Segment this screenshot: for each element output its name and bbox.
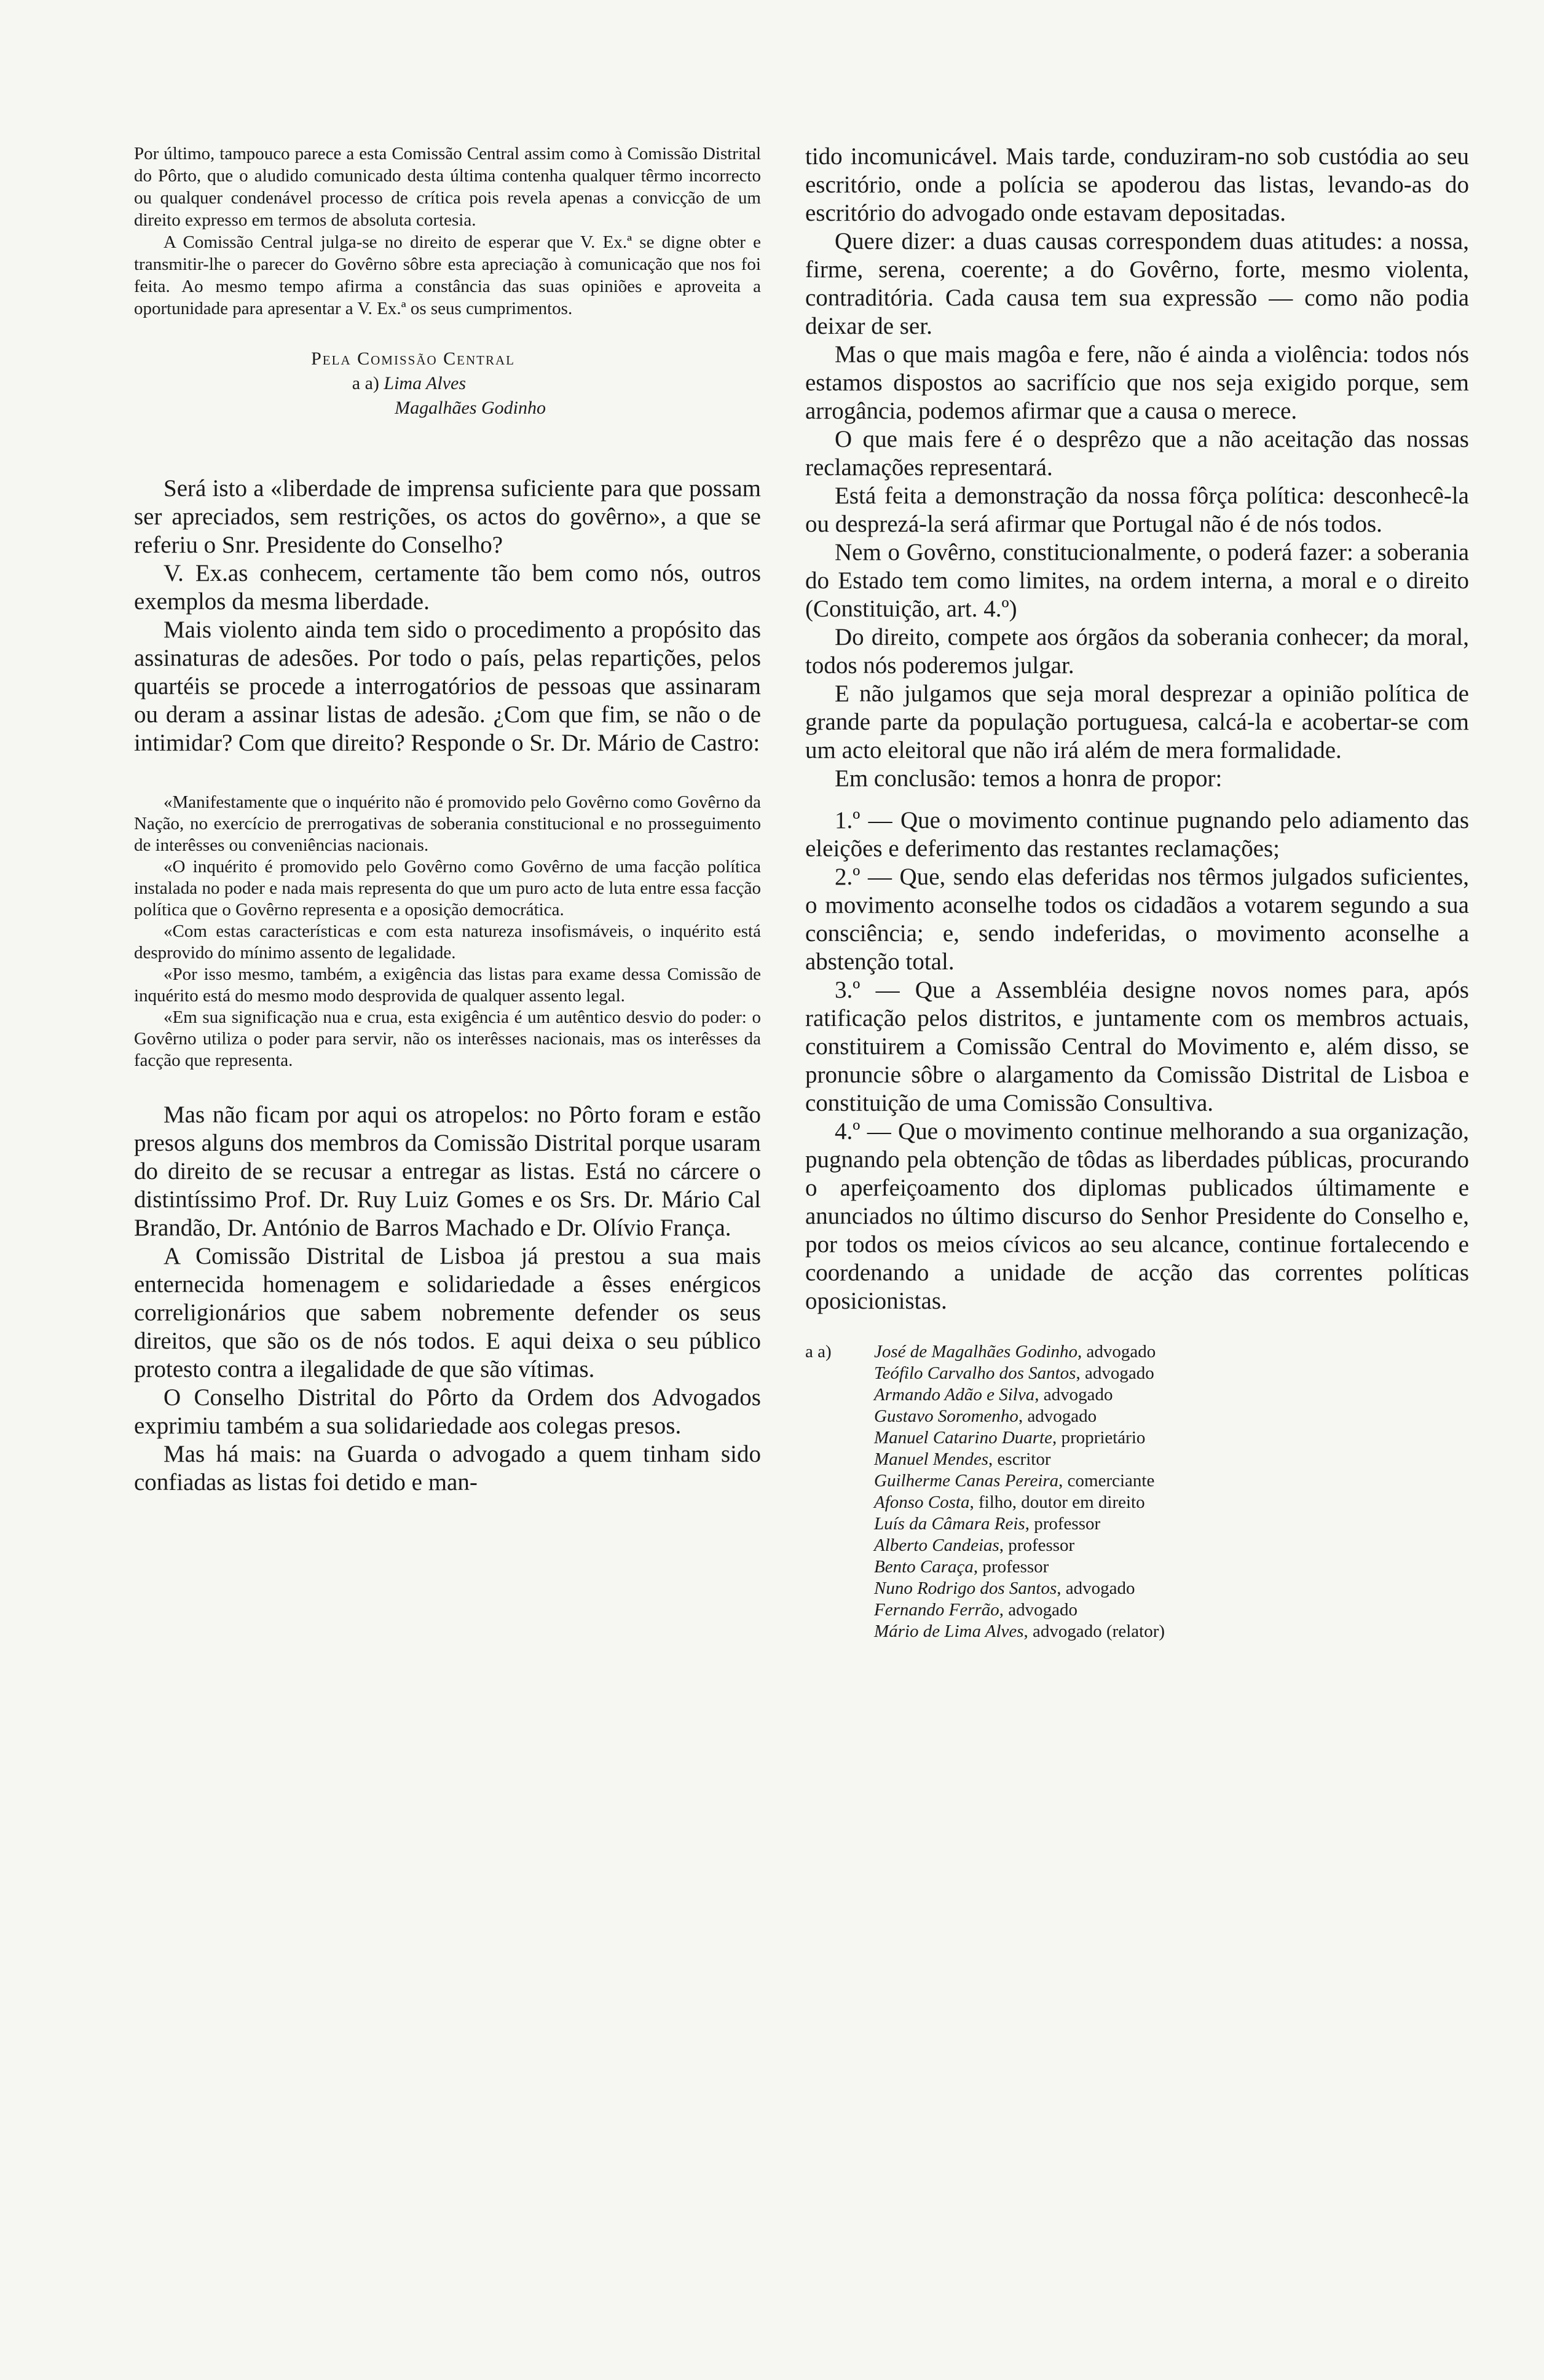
signature-name: Magalhães Godinho [395, 398, 546, 418]
signatory: Manuel Catarino Duarte, proprietário [874, 1428, 1146, 1448]
signatory: Luís da Câmara Reis, professor [874, 1514, 1101, 1534]
body-paragraph: O que mais fere é o desprêzo que a não aceitação das nossas reclamações representará. [805, 426, 1469, 481]
body-paragraph: Do direito, compete aos órgãos da soberania conhecer; da moral, todos nós poderemos julgar. [805, 624, 1469, 679]
letter-paragraph: A Comissão Central julga-se no direito de esperar que V. Ex.ª se digne obter e transmitir-lhe o parecer do Govêrno sôbre esta apreciação à comunicação que nos foi feita. Ao mesmo tempo afirma a constância das suas opiniões e aproveita a oportunidade para apresentar a V. Ex.ª os seus cumprimentos. [134, 232, 761, 318]
quote-paragraph: «O inquérito é promovido pelo Govêrno como Govêrno de uma facção política instalada no poder e nada mais representa do que um puro acto de luta entre essa facção política que o Govêrno representa e a oposição democrática. [134, 857, 761, 920]
signatory: Alberto Candeias, professor [874, 1535, 1075, 1555]
body-paragraph: Quere dizer: a duas causas correspondem duas atitudes: a nossa, firme, serena, coerente; a do Govêrno, forte, mesmo violenta, contraditória. Cada causa tem sua expressão — como não podia deixar de ser. [805, 228, 1469, 339]
body-paragraph: Mas não ficam por aqui os atropelos: no Pôrto foram e estão presos alguns dos membros da Comissão Distrital porque usaram do direito de se recusar a entregar as listas. Está no cárcere o distintíssimo Prof. Dr. Ruy Luiz Gomes e os Srs. Dr. Mário Cal Brandão, Dr. António de Barros Machado e Dr. Olívio França. [134, 1101, 761, 1241]
signature-name: Lima Alves [384, 373, 466, 393]
signatories-prefix: a a) [805, 1342, 832, 1361]
body-paragraph: Está feita a demonstração da nossa fôrça política: desconhecê-la ou desprezá-la será afirmar que Portugal não é de nós todos. [805, 483, 1469, 537]
signatory: Guilherme Canas Pereira, comerciante [874, 1471, 1155, 1491]
body-paragraph: Será isto a «liberdade de imprensa suficiente para que possam ser apreciados, sem restrições, os actos do govêrno», a que se referiu o Snr. Presidente do Conselho? [134, 475, 761, 558]
quote-paragraph: «Por isso mesmo, também, a exigência das listas para exame dessa Comissão de inquérito está do mesmo modo desprovida de qualquer assento legal. [134, 964, 761, 1006]
body-paragraph: V. Ex.as conhecem, certamente tão bem como nós, outros exemplos da mesma liberdade. [134, 560, 761, 615]
signatory: José de Magalhães Godinho, advogado [874, 1342, 1156, 1361]
signatories-block [805, 1341, 1469, 1642]
letter-closing [134, 143, 761, 320]
body-paragraph: O Conselho Distrital do Pôrto da Ordem dos Advogados exprimiu também a sua solidariedade aos colegas presos. [134, 1384, 761, 1439]
signatory: Bento Caraça, professor [874, 1557, 1049, 1577]
proposal-item: 4.º — Que o movimento continue melhorando a sua organização, pugnando pela obtenção de tôdas as liberdades públicas, procurando o aperfeiçoamento dos diplomas publicados últimamente e anunciados no último discurso do Senhor Presidente do Conselho e, por todos os meios cívicos ao seu alcance, continue fortalecendo e coordenando a unidade de acção das correntes políticas oposicionistas. [805, 1118, 1469, 1314]
signatory: Manuel Mendes, escritor [874, 1449, 1051, 1469]
body-text-section-2 [134, 1101, 761, 1497]
quote-paragraph: «Com estas características e com esta natureza insofismáveis, o inquérito está desprovido do mínimo assento de legalidade. [134, 921, 761, 963]
body-paragraph: Mas o que mais magôa e fere, não é ainda a violência: todos nós estamos dispostos ao sacrifício que nos seja exigido porque, sem arrogância, podemos afirmar que a causa o merece. [805, 341, 1469, 424]
body-paragraph: tido incomunicável. Mais tarde, conduziram-no sob custódia ao seu escritório, onde a polícia se apoderou das listas, levando-as do escritório do advogado onde estavam depositadas. [805, 143, 1469, 226]
signatory: Teófilo Carvalho dos Santos, advogado [874, 1363, 1154, 1383]
signatory: Armando Adão e Silva, advogado [874, 1385, 1113, 1405]
letter-paragraph: Por último, tampouco parece a esta Comissão Central assim como à Comissão Distrital do Pôrto, que o aludido comunicado desta última contenha qualquer têrmo incorrecto ou qualquer condenável processo de crítica pois revela apenas a convicção de um direito expresso em termos de absoluta cortesia. [134, 144, 761, 230]
quote-paragraph: «Manifestamente que o inquérito não é promovido pelo Govêrno como Govêrno da Nação, no exercício de prerrogativas de soberania constitucional e no prosseguimento de interêsses ou conveniências nacionais. [134, 792, 761, 855]
proposal-item: 2.º — Que, sendo elas deferidas nos têrmos julgados suficientes, o movimento aconselhe todos os cidadãos a votarem segundo a sua consciência; e, sendo indeferidas, o movimento aconselhe a abstenção total. [805, 864, 1469, 975]
signatory: Fernando Ferrão, advogado [874, 1600, 1078, 1620]
signature-line-1 [134, 371, 761, 396]
body-paragraph: Mas há mais: na Guarda o advogado a quem tinham sido confiadas as listas foi detido e man- [134, 1441, 761, 1495]
body-paragraph: E não julgamos que seja moral desprezar a opinião política de grande parte da população portuguesa, calcá-la e acobertar-se com um acto eleitoral que não irá além de mera formalidade. [805, 680, 1469, 763]
signatory: Nuno Rodrigo dos Santos, advogado [874, 1578, 1135, 1598]
quotation-block [134, 792, 761, 1071]
proposal-item: 1.º — Que o movimento continue pugnando pelo adiamento das eleições e deferimento das restantes reclamações; [805, 807, 1469, 862]
signature-prefix: a a) [352, 373, 379, 393]
left-column [134, 143, 761, 1497]
body-text-section-3 [805, 143, 1469, 793]
signatory: Mário de Lima Alves, advogado (relator) [874, 1621, 1165, 1641]
body-paragraph: A Comissão Distrital de Lisboa já prestou a sua mais enternecida homenagem e solidariedade a êsses enérgicos correligionários que sabem nobremente defender os seus direitos, que são os de nós todos. E aqui deixa o seu público protesto contra a ilegalidade de que são vítimas. [134, 1243, 761, 1382]
body-text-section-1 [134, 475, 761, 757]
signatory: Gustavo Soromenho, advogado [874, 1406, 1097, 1426]
body-paragraph: Nem o Govêrno, constitucionalmente, o poderá fazer: a soberania do Estado tem como limites, na ordem interna, a moral e o direito (Constituição, art. 4.º) [805, 539, 1469, 622]
signature-heading: Pela Comissão Central [311, 349, 515, 369]
proposal-item: 3.º — Que a Assembléia designe novos nomes para, após ratificação pelos distritos, e juntamente com os membros actuais, constituirem a Comissão Central do Movimento e, além disso, se pronuncie sôbre o alargamento da Comissão Distrital de Lisboa e constituição de uma Comissão Consultiva. [805, 977, 1469, 1116]
right-column [805, 143, 1469, 1642]
body-paragraph: Mais violento ainda tem sido o procedimento a propósito das assinaturas de adesões. Por todo o país, pelas repartições, pelos quartéis se procede a interrogatórios de pessoas que assinaram ou deram a assinar listas de adesão. ¿Com que fim, se não o de intimidar? Com que direito? Responde o Sr. Dr. Mário de Castro: [134, 617, 761, 756]
signatory: Afonso Costa, filho, doutor em direito [874, 1492, 1145, 1512]
letter-signature [134, 347, 761, 420]
body-paragraph: Em conclusão: temos a honra de propor: [835, 765, 1223, 792]
signatories-list [805, 1341, 1469, 1642]
proposals-list [805, 806, 1469, 1315]
quote-paragraph: «Em sua significação nua e crua, esta exigência é um autêntico desvio do poder: o Govêrno utiliza o poder para servir, não os interêsses nacionais, mas os interêsses da facção que representa. [134, 1007, 761, 1070]
